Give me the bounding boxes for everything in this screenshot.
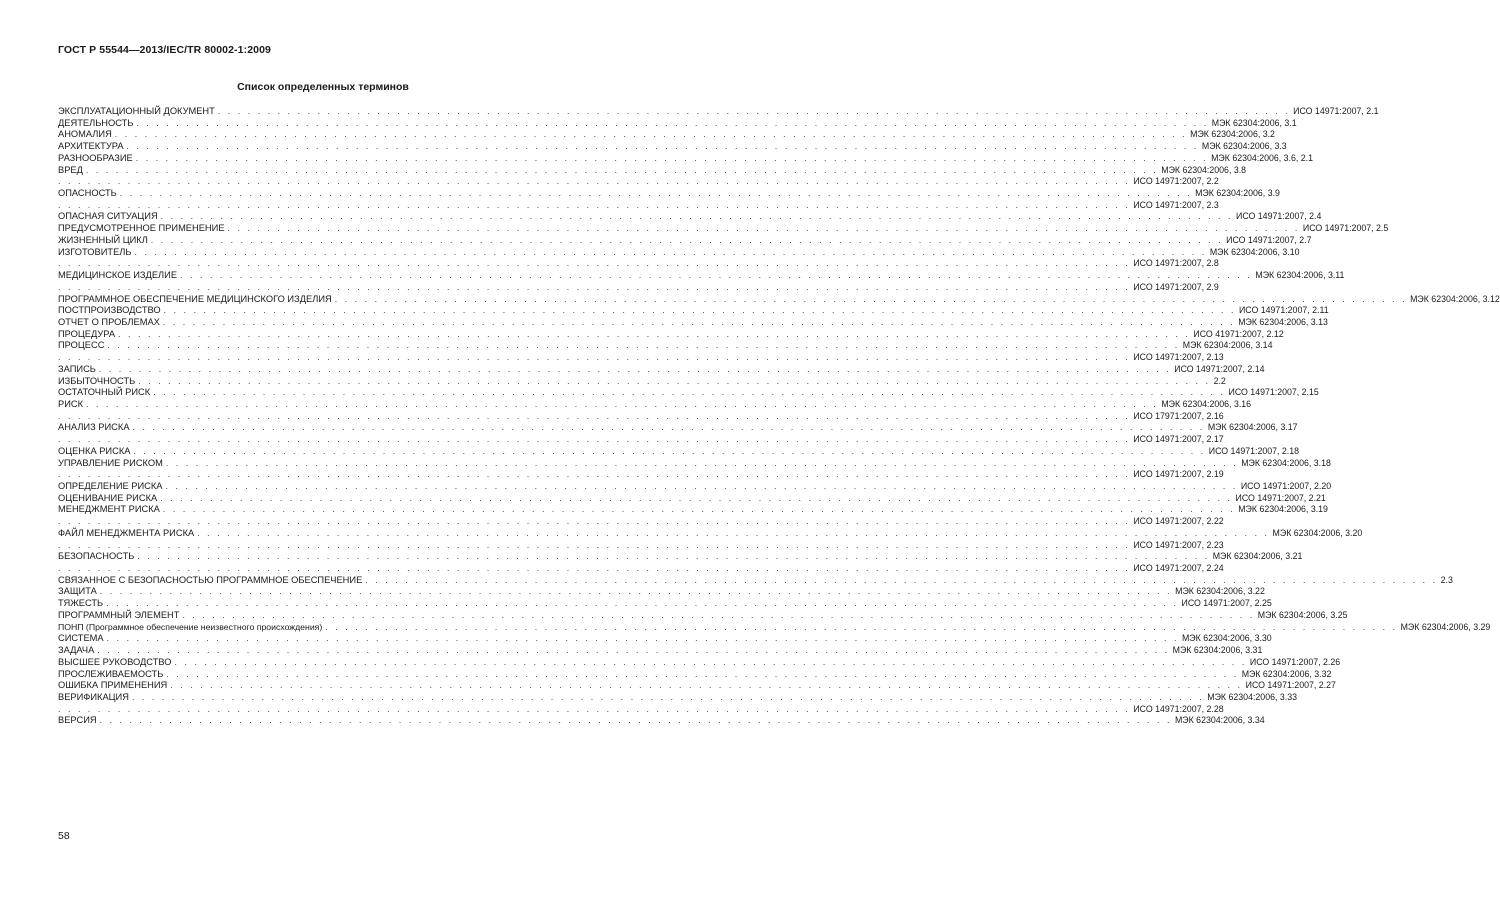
- term-reference: ИСО 14971:2007, 2.28: [1133, 703, 1224, 714]
- document-header: ГОСТ Р 55544—2013/IEC/TR 80002-1:2009: [58, 44, 271, 56]
- dot-leader: . . . . . . . . . . . . . . . . . . . . . . . . . . . . . . . . . . . . . . . . . . . . . . . . . . . . . . . . . . . . . . . . . . . . . . . . . . . . . . . . . . . . . . . . . . . . . . . . . . . . . . . . . . . .: [165, 457, 1239, 468]
- dot-leader: . . . . . . . . . . . . . . . . . . . . . . . . . . . . . . . . . . . . . . . . . . . . . . . . . . . . . . . . . . . . . . . . . . . . . . . . . . . . . . . . . . . . . . . . . . . . . . . . . . . . . . . . . . . .: [86, 398, 1159, 409]
- term-row: [58, 516, 1224, 528]
- dot-leader: . . . . . . . . . . . . . . . . . . . . . . . . . . . . . . . . . . . . . . . . . . . . . . . . . . . . . . . . . . . . . . . . . . . . . . . . . . . . . . . . . . . . . . . . . . . . . . . . . . . . . . . . . . . .: [119, 188, 1193, 199]
- term-reference: МЭК 62304:2006, 3.11: [1255, 270, 1345, 281]
- term-reference: МЭК 62304:2006, 3.32: [1241, 668, 1332, 679]
- term-row: [58, 586, 1265, 598]
- term-reference: ИСО 14971:2007, 2.26: [1249, 656, 1341, 667]
- term-reference: ИСО 14971:2007, 2.8: [1133, 258, 1219, 269]
- dot-leader: . . . . . . . . . . . . . . . . . . . . . . . . . . . . . . . . . . . . . . . . . . . . . . . . . . . . . . . . . . . . . . . . . . . . . . . . . . . . . . . . . . . . . . . . . . . . . . . . . . . . . . . . . . . .: [99, 586, 1173, 597]
- dot-leader: . . . . . . . . . . . . . . . . . . . . . . . . . . . . . . . . . . . . . . . . . . . . . . . . . . . . . . . . . . . . . . . . . . . . . . . . . . . . . . . . . . . . . . . . . . . . . . . . . . . . . . . . . . . .: [58, 410, 1131, 421]
- dot-leader: . . . . . . . . . . . . . . . . . . . . . . . . . . . . . . . . . . . . . . . . . . . . . . . . . . . . . . . . . . . . . . . . . . . . . . . . . . . . . . . . . . . . . . . . . . . . . . . . . . . . . . . . . . . .: [217, 106, 1291, 116]
- term-row: [58, 258, 1219, 270]
- term-row: [58, 106, 1379, 118]
- term-row: [58, 188, 1280, 200]
- term-row: [58, 340, 1273, 352]
- term-row: [58, 117, 1297, 130]
- term-label: СВЯЗАННОЕ С БЕЗОПАСНОСТЬЮ ПРОГРАММНОЕ ОБЕСПЕЧЕНИЕ: [58, 574, 363, 585]
- term-reference: ИСО 41971:2007, 2.12: [1193, 328, 1284, 339]
- dot-leader: . . . . . . . . . . . . . . . . . . . . . . . . . . . . . . . . . . . . . . . . . . . . . . . . . . . . . . . . . . . . . . . . . . . . . . . . . . . . . . . . . . . . . . . . . . . . . . . . . . . . . . . . . . . .: [58, 176, 1131, 187]
- term-reference: МЭК 62304:2006, 3.33: [1207, 691, 1297, 702]
- term-reference: ИСО 14971:2007, 2.23: [1133, 539, 1224, 550]
- term-row: [58, 211, 1322, 223]
- term-row: [58, 281, 1219, 294]
- dot-leader: . . . . . . . . . . . . . . . . . . . . . . . . . . . . . . . . . . . . . . . . . . . . . . . . . . . . . . . . . . . . . . . . . . . . . . . . . . . . . . . . . . . . . . . . . . . . . . . . . . . . . . . . . . . .: [174, 656, 1247, 667]
- defined-terms-list: [58, 106, 1500, 727]
- term-row: [58, 668, 1332, 681]
- term-reference: ИСО 14971:2007, 2.22: [1133, 516, 1224, 527]
- term-reference: МЭК 62304:2006, 3.8: [1161, 164, 1247, 175]
- term-label: ОПАСНОСТЬ: [58, 188, 117, 199]
- term-label: ТЯЖЕСТЬ: [58, 598, 104, 609]
- term-row: [58, 691, 1297, 704]
- term-reference: 2.3: [1440, 574, 1453, 585]
- dot-leader: . . . . . . . . . . . . . . . . . . . . . . . . . . . . . . . . . . . . . . . . . . . . . . . . . . . . . . . . . . . . . . . . . . . . . . . . . . . . . . . . . . . . . . . . . . . . . . . . . . . . . . . . . . . .: [85, 164, 1159, 175]
- term-label: ЗАДАЧА: [58, 645, 95, 656]
- term-label: ОСТАТОЧНЫЙ РИСК: [58, 387, 151, 398]
- dot-leader: . . . . . . . . . . . . . . . . . . . . . . . . . . . . . . . . . . . . . . . . . . . . . . . . . . . . . . . . . . . . . . . . . . . . . . . . . . . . . . . . . . . . . . . . . . . . . . . . . . . . . . . . . . . .: [136, 117, 1209, 128]
- term-reference: ИСО 14971:2007, 2.15: [1228, 387, 1319, 398]
- term-row: [58, 481, 1332, 493]
- term-label: ЗАПИСЬ: [58, 363, 96, 374]
- term-label: СИСТЕМА: [58, 633, 104, 644]
- term-reference: ИСО 14971:2007, 2.13: [1133, 352, 1224, 363]
- term-label: АНОМАЛИЯ: [58, 129, 112, 140]
- term-label: ОПАСНАЯ СИТУАЦИЯ: [58, 211, 158, 222]
- term-reference: МЭК 62304:2006, 3.2: [1190, 129, 1275, 140]
- term-label: ОЦЕНИВАНИЕ РИСКА: [58, 492, 158, 503]
- dot-leader: . . . . . . . . . . . . . . . . . . . . . . . . . . . . . . . . . . . . . . . . . . . . . . . . . . . . . . . . . . . . . . . . . . . . . . . . . . . . . . . . . . . . . . . . . . . . . . . . . . . . . . . . . . . .: [99, 715, 1172, 726]
- term-reference: ИСО 14971:2007, 2.5: [1302, 223, 1389, 234]
- term-reference: МЭК 62304:2006, 3.22: [1175, 586, 1265, 597]
- term-label: ПРОСЛЕЖИВАЕМОСТЬ: [58, 668, 164, 679]
- term-row: [58, 422, 1298, 434]
- term-row: [58, 176, 1219, 188]
- term-label: РИСК: [58, 398, 84, 409]
- term-row: [58, 539, 1224, 552]
- term-label: ПРЕДУСМОТРЕННОЕ ПРИМЕНЕНИЕ: [58, 223, 225, 234]
- dot-leader: . . . . . . . . . . . . . . . . . . . . . . . . . . . . . . . . . . . . . . . . . . . . . . . . . . . . . . . . . . . . . . . . . . . . . . . . . . . . . . . . . . . . . . . . . . . . . . . . . . . . . . . . . . . .: [135, 152, 1209, 163]
- dot-leader: . . . . . . . . . . . . . . . . . . . . . . . . . . . . . . . . . . . . . . . . . . . . . . . . . . . . . . . . . . . . . . . . . . . . . . . . . . . . . . . . . . . . . . . . . . . . . . . . . . . . . . . . . . . .: [107, 340, 1180, 351]
- term-reference: МЭК 62304:2006, 3.13: [1238, 316, 1328, 327]
- dot-leader: . . . . . . . . . . . . . . . . . . . . . . . . . . . . . . . . . . . . . . . . . . . . . . . . . . . . . . . . . . . . . . . . . . . . . . . . . . . . . . . . . . . . . . . . . . . . . . . . . . . . . . . . . . . .: [166, 668, 1239, 679]
- term-row: [58, 375, 1226, 388]
- term-row: [58, 223, 1389, 235]
- term-label: ДЕЯТЕЛЬНОСТЬ: [58, 117, 134, 128]
- term-row: [58, 598, 1272, 610]
- term-row: [58, 246, 1300, 259]
- term-label: ПОНП (Программное обеспечение неизвестного происхождения): [58, 621, 323, 632]
- dot-leader: . . . . . . . . . . . . . . . . . . . . . . . . . . . . . . . . . . . . . . . . . . . . . . . . . . . . . . . . . . . . . . . . . . . . . . . . . . . . . . . . . . . . . . . . . . . . . . . . . . . . . . . . . . . .: [133, 445, 1206, 456]
- term-reference: МЭК 62304:2006, 3.16: [1161, 398, 1252, 409]
- term-row: [58, 328, 1284, 341]
- term-label: УПРАВЛЕНИЕ РИСКОМ: [58, 457, 163, 468]
- dot-leader: . . . . . . . . . . . . . . . . . . . . . . . . . . . . . . . . . . . . . . . . . . . . . . . . . . . . . . . . . . . . . . . . . . . . . . . . . . . . . . . . . . . . . . . . . . . . . . . . . . . . . . . . . . . .: [325, 621, 1398, 632]
- term-label: МЕНЕДЖМЕНТ РИСКА: [58, 504, 160, 515]
- term-row: [58, 715, 1265, 727]
- term-reference: МЭК 62304:2006, 3.30: [1181, 633, 1272, 644]
- term-reference: ИСО 14971:2007, 2.3: [1133, 199, 1219, 210]
- term-reference: ИСО 14971:2007, 2.19: [1133, 469, 1224, 480]
- term-reference: ИСО 14971:2007, 2.17: [1133, 434, 1224, 445]
- dot-leader: . . . . . . . . . . . . . . . . . . . . . . . . . . . . . . . . . . . . . . . . . . . . . . . . . . . . . . . . . . . . . . . . . . . . . . . . . . . . . . . . . . . . . . . . . . . . . . . . . . . . . . . . . . . .: [162, 316, 1236, 327]
- dot-leader: . . . . . . . . . . . . . . . . . . . . . . . . . . . . . . . . . . . . . . . . . . . . . . . . . . . . . . . . . . . . . . . . . . . . . . . . . . . . . . . . . . . . . . . . . . . . . . . . . . . . . . . . . . . .: [58, 434, 1131, 445]
- dot-leader: . . . . . . . . . . . . . . . . . . . . . . . . . . . . . . . . . . . . . . . . . . . . . . . . . . . . . . . . . . . . . . . . . . . . . . . . . . . . . . . . . . . . . . . . . . . . . . . . . . . . . . . . . . . .: [182, 609, 1255, 620]
- term-reference: ИСО 14971:2007, 2.2: [1133, 176, 1219, 187]
- term-label: ВРЕД: [58, 164, 83, 175]
- term-label: ЖИЗНЕННЫЙ ЦИКЛ: [58, 234, 148, 245]
- term-row: [58, 270, 1345, 282]
- term-reference: МЭК 62304:2006, 3.9: [1195, 188, 1280, 199]
- term-row: [58, 141, 1287, 153]
- term-label: МЕДИЦИНСКОЕ ИЗДЕЛИЕ: [58, 270, 178, 281]
- page-number: 58: [58, 830, 70, 842]
- term-row: [58, 469, 1224, 481]
- term-reference: МЭК 62304:2006, 3.25: [1257, 609, 1348, 620]
- term-label: ОПРЕДЕЛЕНИЕ РИСКА: [58, 481, 163, 491]
- term-reference: ИСО 14971:2007, 2.18: [1208, 445, 1300, 456]
- dot-leader: . . . . . . . . . . . . . . . . . . . . . . . . . . . . . . . . . . . . . . . . . . . . . . . . . . . . . . . . . . . . . . . . . . . . . . . . . . . . . . . . . . . . . . . . . . . . . . . . . . . . . . . . . . . .: [160, 492, 1233, 503]
- term-reference: ИСО 14971:2007, 2.27: [1245, 680, 1336, 691]
- term-row: [58, 492, 1326, 505]
- dot-leader: . . . . . . . . . . . . . . . . . . . . . . . . . . . . . . . . . . . . . . . . . . . . . . . . . . . . . . . . . . . . . . . . . . . . . . . . . . . . . . . . . . . . . . . . . . . . . . . . . . . . . . . . . . . .: [58, 469, 1131, 480]
- dot-leader: . . . . . . . . . . . . . . . . . . . . . . . . . . . . . . . . . . . . . . . . . . . . . . . . . . . . . . . . . . . . . . . . . . . . . . . . . . . . . . . . . . . . . . . . . . . . . . . . . . . . . . . . . . . .: [114, 129, 1188, 140]
- term-row: [58, 363, 1265, 376]
- dot-leader: . . . . . . . . . . . . . . . . . . . . . . . . . . . . . . . . . . . . . . . . . . . . . . . . . . . . . . . . . . . . . . . . . . . . . . . . . . . . . . . . . . . . . . . . . . . . . . . . . . . . . . . . . . . .: [227, 223, 1300, 234]
- dot-leader: . . . . . . . . . . . . . . . . . . . . . . . . . . . . . . . . . . . . . . . . . . . . . . . . . . . . . . . . . . . . . . . . . . . . . . . . . . . . . . . . . . . . . . . . . . . . . . . . . . . . . . . . . . . .: [334, 293, 1408, 304]
- dot-leader: . . . . . . . . . . . . . . . . . . . . . . . . . . . . . . . . . . . . . . . . . . . . . . . . . . . . . . . . . . . . . . . . . . . . . . . . . . . . . . . . . . . . . . . . . . . . . . . . . . . . . . . . . . . .: [170, 680, 1243, 691]
- term-reference: МЭК 62304:2006, 3.3: [1201, 141, 1287, 152]
- term-reference: МЭК 62304:2006, 3.14: [1182, 340, 1273, 351]
- term-row: [58, 152, 1314, 165]
- dot-leader: . . . . . . . . . . . . . . . . . . . . . . . . . . . . . . . . . . . . . . . . . . . . . . . . . . . . . . . . . . . . . . . . . . . . . . . . . . . . . . . . . . . . . . . . . . . . . . . . . . . . . . . . . . . .: [153, 387, 1226, 398]
- dot-leader: . . . . . . . . . . . . . . . . . . . . . . . . . . . . . . . . . . . . . . . . . . . . . . . . . . . . . . . . . . . . . . . . . . . . . . . . . . . . . . . . . . . . . . . . . . . . . . . . . . . . . . . . . . . .: [58, 281, 1131, 292]
- term-reference: МЭК 62304:2006, 3.29: [1400, 621, 1491, 632]
- term-row: [58, 445, 1300, 458]
- dot-leader: . . . . . . . . . . . . . . . . . . . . . . . . . . . . . . . . . . . . . . . . . . . . . . . . . . . . . . . . . . . . . . . . . . . . . . . . . . . . . . . . . . . . . . . . . . . . . . . . . . . . . . . . . . . .: [131, 691, 1205, 702]
- term-row: [58, 609, 1348, 622]
- term-label: ИЗГОТОВИТЕЛЬ: [58, 246, 132, 257]
- dot-leader: . . . . . . . . . . . . . . . . . . . . . . . . . . . . . . . . . . . . . . . . . . . . . . . . . . . . . . . . . . . . . . . . . . . . . . . . . . . . . . . . . . . . . . . . . . . . . . . . . . . . . . . . . . . .: [365, 574, 1438, 585]
- term-reference: ИСО 14971:2007, 2.24: [1133, 563, 1224, 574]
- dot-leader: . . . . . . . . . . . . . . . . . . . . . . . . . . . . . . . . . . . . . . . . . . . . . . . . . . . . . . . . . . . . . . . . . . . . . . . . . . . . . . . . . . . . . . . . . . . . . . . . . . . . . . . . . . . .: [180, 270, 1253, 281]
- term-row: [58, 352, 1224, 364]
- dot-leader: . . . . . . . . . . . . . . . . . . . . . . . . . . . . . . . . . . . . . . . . . . . . . . . . . . . . . . . . . . . . . . . . . . . . . . . . . . . . . . . . . . . . . . . . . . . . . . . . . . . . . . . . . . . .: [58, 199, 1131, 210]
- term-row: [58, 551, 1303, 563]
- term-reference: МЭК 62304:2006, 3.21: [1212, 551, 1303, 562]
- term-row: [58, 504, 1328, 516]
- term-row: [58, 656, 1341, 669]
- term-row: [58, 563, 1224, 575]
- dot-leader: . . . . . . . . . . . . . . . . . . . . . . . . . . . . . . . . . . . . . . . . . . . . . . . . . . . . . . . . . . . . . . . . . . . . . . . . . . . . . . . . . . . . . . . . . . . . . . . . . . . . . . . . . . . .: [163, 305, 1236, 316]
- term-row: [58, 703, 1224, 716]
- term-label: ПРОЦЕДУРА: [58, 328, 116, 339]
- term-label: РАЗНООБРАЗИЕ: [58, 152, 133, 163]
- term-label: АРХИТЕКТУРА: [58, 141, 124, 152]
- term-label: ПРОГРАММНОЕ ОБЕСПЕЧЕНИЕ МЕДИЦИНСКОГО ИЗДЕЛИЯ: [58, 293, 332, 304]
- term-reference: МЭК 62304:2006, 3.19: [1238, 504, 1328, 515]
- dot-leader: . . . . . . . . . . . . . . . . . . . . . . . . . . . . . . . . . . . . . . . . . . . . . . . . . . . . . . . . . . . . . . . . . . . . . . . . . . . . . . . . . . . . . . . . . . . . . . . . . . . . . . . . . . . .: [58, 258, 1131, 269]
- term-row: [58, 680, 1336, 692]
- term-reference: ИСО 14971:2007, 2.11: [1238, 305, 1329, 316]
- term-row: [58, 457, 1331, 470]
- dot-leader: . . . . . . . . . . . . . . . . . . . . . . . . . . . . . . . . . . . . . . . . . . . . . . . . . . . . . . . . . . . . . . . . . . . . . . . . . . . . . . . . . . . . . . . . . . . . . . . . . . . . . . . . . . . .: [132, 422, 1205, 433]
- dot-leader: . . . . . . . . . . . . . . . . . . . . . . . . . . . . . . . . . . . . . . . . . . . . . . . . . . . . . . . . . . . . . . . . . . . . . . . . . . . . . . . . . . . . . . . . . . . . . . . . . . . . . . . . . . . .: [58, 703, 1131, 714]
- term-row: [58, 129, 1275, 141]
- term-reference: МЭК 62304:2006, 3.31: [1172, 645, 1263, 656]
- term-row: [58, 234, 1312, 247]
- dot-leader: . . . . . . . . . . . . . . . . . . . . . . . . . . . . . . . . . . . . . . . . . . . . . . . . . . . . . . . . . . . . . . . . . . . . . . . . . . . . . . . . . . . . . . . . . . . . . . . . . . . . . . . . . . . .: [126, 141, 1199, 152]
- term-label: ВЫСШЕЕ РУКОВОДСТВО: [58, 656, 172, 667]
- term-reference: МЭК 62304:2006, 3.17: [1207, 422, 1298, 433]
- dot-leader: . . . . . . . . . . . . . . . . . . . . . . . . . . . . . . . . . . . . . . . . . . . . . . . . . . . . . . . . . . . . . . . . . . . . . . . . . . . . . . . . . . . . . . . . . . . . . . . . . . . . . . . . . . . .: [197, 527, 1270, 538]
- term-label: ОШИБКА ПРИМЕНЕНИЯ: [58, 680, 168, 691]
- dot-leader: . . . . . . . . . . . . . . . . . . . . . . . . . . . . . . . . . . . . . . . . . . . . . . . . . . . . . . . . . . . . . . . . . . . . . . . . . . . . . . . . . . . . . . . . . . . . . . . . . . . . . . . . . . . .: [98, 363, 1172, 374]
- dot-leader: . . . . . . . . . . . . . . . . . . . . . . . . . . . . . . . . . . . . . . . . . . . . . . . . . . . . . . . . . . . . . . . . . . . . . . . . . . . . . . . . . . . . . . . . . . . . . . . . . . . . . . . . . . . .: [58, 352, 1131, 363]
- term-reference: ИСО 14971:2007, 2.7: [1226, 234, 1312, 245]
- dot-leader: . . . . . . . . . . . . . . . . . . . . . . . . . . . . . . . . . . . . . . . . . . . . . . . . . . . . . . . . . . . . . . . . . . . . . . . . . . . . . . . . . . . . . . . . . . . . . . . . . . . . . . . . . . . .: [160, 211, 1234, 222]
- term-row: [58, 305, 1329, 317]
- term-label: ВЕРИФИКАЦИЯ: [58, 691, 129, 702]
- term-label: ПОСТПРОИЗВОДСТВО: [58, 305, 161, 316]
- term-reference: МЭК 62304:2006, 3.18: [1241, 457, 1331, 468]
- term-label: ОЦЕНКА РИСКА: [58, 445, 131, 456]
- term-row: [58, 574, 1453, 587]
- term-reference: МЭК 62304:2006, 3.10: [1209, 246, 1300, 257]
- term-label: ФАЙЛ МЕНЕДЖМЕНТА РИСКА: [58, 527, 195, 538]
- dot-leader: . . . . . . . . . . . . . . . . . . . . . . . . . . . . . . . . . . . . . . . . . . . . . . . . . . . . . . . . . . . . . . . . . . . . . . . . . . . . . . . . . . . . . . . . . . . . . . . . . . . . . . . . . . . .: [134, 246, 1207, 257]
- term-reference: ИСО 17971:2007, 2.16: [1133, 410, 1224, 421]
- dot-leader: . . . . . . . . . . . . . . . . . . . . . . . . . . . . . . . . . . . . . . . . . . . . . . . . . . . . . . . . . . . . . . . . . . . . . . . . . . . . . . . . . . . . . . . . . . . . . . . . . . . . . . . . . . . .: [118, 328, 1191, 339]
- term-label: БЕЗОПАСНОСТЬ: [58, 551, 135, 562]
- dot-leader: . . . . . . . . . . . . . . . . . . . . . . . . . . . . . . . . . . . . . . . . . . . . . . . . . . . . . . . . . . . . . . . . . . . . . . . . . . . . . . . . . . . . . . . . . . . . . . . . . . . . . . . . . . . .: [58, 516, 1131, 527]
- term-row: [58, 387, 1319, 399]
- term-reference: ИСО 14971:2007, 2.1: [1293, 106, 1379, 116]
- term-label: ОТЧЕТ О ПРОБЛЕМАХ: [58, 316, 160, 327]
- term-reference: ИСО 14971:2007, 2.25: [1181, 598, 1272, 609]
- dot-leader: . . . . . . . . . . . . . . . . . . . . . . . . . . . . . . . . . . . . . . . . . . . . . . . . . . . . . . . . . . . . . . . . . . . . . . . . . . . . . . . . . . . . . . . . . . . . . . . . . . . . . . . . . . . .: [106, 598, 1179, 609]
- term-label: АНАЛИЗ РИСКА: [58, 422, 130, 433]
- term-reference: МЭК 62304:2006, 3.12: [1410, 293, 1500, 304]
- term-label: ЗАЩИТА: [58, 586, 97, 597]
- dot-leader: . . . . . . . . . . . . . . . . . . . . . . . . . . . . . . . . . . . . . . . . . . . . . . . . . . . . . . . . . . . . . . . . . . . . . . . . . . . . . . . . . . . . . . . . . . . . . . . . . . . . . . . . . . . .: [58, 539, 1131, 550]
- term-row: [58, 164, 1247, 177]
- term-row: [58, 645, 1263, 657]
- term-row: [58, 633, 1272, 645]
- dot-leader: . . . . . . . . . . . . . . . . . . . . . . . . . . . . . . . . . . . . . . . . . . . . . . . . . . . . . . . . . . . . . . . . . . . . . . . . . . . . . . . . . . . . . . . . . . . . . . . . . . . . . . . . . . . .: [165, 481, 1238, 491]
- term-reference: ИСО 14971:2007, 2.21: [1235, 492, 1326, 503]
- term-row: [58, 410, 1224, 423]
- term-label: ИЗБЫТОЧНОСТЬ: [58, 375, 136, 386]
- term-reference: ИСО 14971:2007, 2.4: [1236, 211, 1322, 222]
- term-row: [58, 398, 1252, 411]
- term-reference: 2.2: [1213, 375, 1226, 386]
- term-row: [58, 293, 1500, 306]
- dot-leader: . . . . . . . . . . . . . . . . . . . . . . . . . . . . . . . . . . . . . . . . . . . . . . . . . . . . . . . . . . . . . . . . . . . . . . . . . . . . . . . . . . . . . . . . . . . . . . . . . . . . . . . . . . . .: [150, 234, 1224, 245]
- term-reference: МЭК 62304:2006, 3.34: [1174, 715, 1265, 726]
- term-reference: ИСО 14971:2007, 2.9: [1133, 281, 1219, 292]
- dot-leader: . . . . . . . . . . . . . . . . . . . . . . . . . . . . . . . . . . . . . . . . . . . . . . . . . . . . . . . . . . . . . . . . . . . . . . . . . . . . . . . . . . . . . . . . . . . . . . . . . . . . . . . . . . . .: [138, 375, 1211, 386]
- term-reference: МЭК 62304:2006, 3.1: [1211, 117, 1297, 128]
- dot-leader: . . . . . . . . . . . . . . . . . . . . . . . . . . . . . . . . . . . . . . . . . . . . . . . . . . . . . . . . . . . . . . . . . . . . . . . . . . . . . . . . . . . . . . . . . . . . . . . . . . . . . . . . . . . .: [97, 645, 1170, 656]
- term-reference: ИСО 14971:2007, 2.14: [1174, 363, 1265, 374]
- dot-leader: . . . . . . . . . . . . . . . . . . . . . . . . . . . . . . . . . . . . . . . . . . . . . . . . . . . . . . . . . . . . . . . . . . . . . . . . . . . . . . . . . . . . . . . . . . . . . . . . . . . . . . . . . . . .: [106, 633, 1179, 644]
- term-label: ПРОЦЕСС: [58, 340, 105, 351]
- term-row: [58, 621, 1491, 634]
- term-label: ПРОГРАММНЫЙ ЭЛЕМЕНТ: [58, 609, 180, 620]
- dot-leader: . . . . . . . . . . . . . . . . . . . . . . . . . . . . . . . . . . . . . . . . . . . . . . . . . . . . . . . . . . . . . . . . . . . . . . . . . . . . . . . . . . . . . . . . . . . . . . . . . . . . . . . . . . . .: [137, 551, 1210, 562]
- term-row: [58, 527, 1363, 540]
- term-reference: МЭК 62304:2006, 3.6, 2.1: [1211, 152, 1314, 163]
- term-reference: МЭК 62304:2006, 3.20: [1272, 527, 1363, 538]
- section-title: Список определенных терминов: [237, 81, 409, 93]
- term-row: [58, 199, 1219, 212]
- term-row: [58, 316, 1328, 329]
- term-reference: ИСО 14971:2007, 2.20: [1240, 481, 1332, 491]
- dot-leader: . . . . . . . . . . . . . . . . . . . . . . . . . . . . . . . . . . . . . . . . . . . . . . . . . . . . . . . . . . . . . . . . . . . . . . . . . . . . . . . . . . . . . . . . . . . . . . . . . . . . . . . . . . . .: [162, 504, 1236, 515]
- term-label: ЭКСПЛУАТАЦИОННЫЙ ДОКУМЕНТ: [58, 106, 215, 116]
- term-row: [58, 434, 1224, 446]
- term-label: ВЕРСИЯ: [58, 715, 97, 726]
- dot-leader: . . . . . . . . . . . . . . . . . . . . . . . . . . . . . . . . . . . . . . . . . . . . . . . . . . . . . . . . . . . . . . . . . . . . . . . . . . . . . . . . . . . . . . . . . . . . . . . . . . . . . . . . . . . .: [58, 563, 1131, 574]
